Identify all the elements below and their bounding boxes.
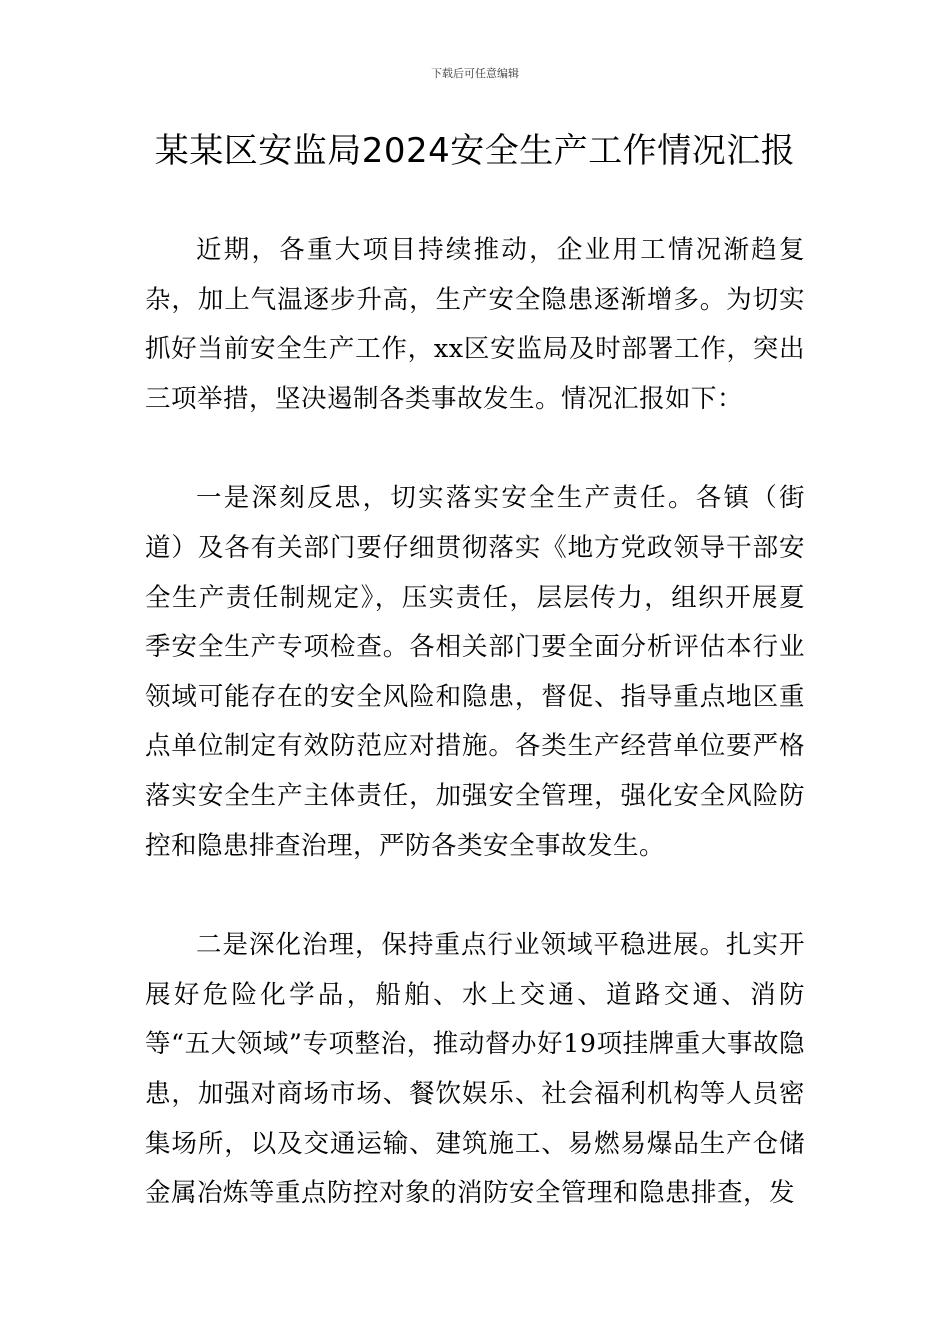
document-body (145, 226, 805, 1269)
paragraph-intro: 近期，各重大项目持续推动，企业用工情况渐趋复杂，加上气温逐步升高，生产安全隐患逐渐增多。为切实抓好当前安全生产工作，xx区安监局及时部署工作，突出三项举措，坚决遏制各类事故发生。情况汇报如下： (145, 235, 805, 414)
document-title: 某某区安监局2024安全生产工作情况汇报 (154, 131, 796, 171)
header-note: 下载后可任意编辑 (431, 67, 519, 80)
paragraph-measure-one: 一是深刻反思，切实落实安全生产责任。各镇（街道）及各有关部门要仔细贯彻落实《地方党政领导干部安全生产责任制规定》，压实责任，层层传力，组织开展夏季安全生产专项检查。各相关部门要全面分析评估本行业领域可能存在的安全风险和隐患，督促、指导重点地区重点单位制定有效防范应对措施。各类生产经营单位要严格落实安全生产主体责任，加强安全管理，强化安全风险防控和隐患排查治理，严防各类安全事故发生。 (145, 483, 805, 861)
paragraph-measure-two: 二是深化治理，保持重点行业领域平稳进展。扎实开展好危险化学品，船舶、水上交通、道路交通、消防等“五大领域”专项整治，推动督办好19项挂牌重大事故隐患，加强对商场市场、餐饮娱乐、社会福利机构等人员密集场所，以及交通运输、建筑施工、易燃易爆品生产仓储金属冶炼等重点防控对象的消防安全管理和隐患排查，发 (145, 930, 805, 1209)
